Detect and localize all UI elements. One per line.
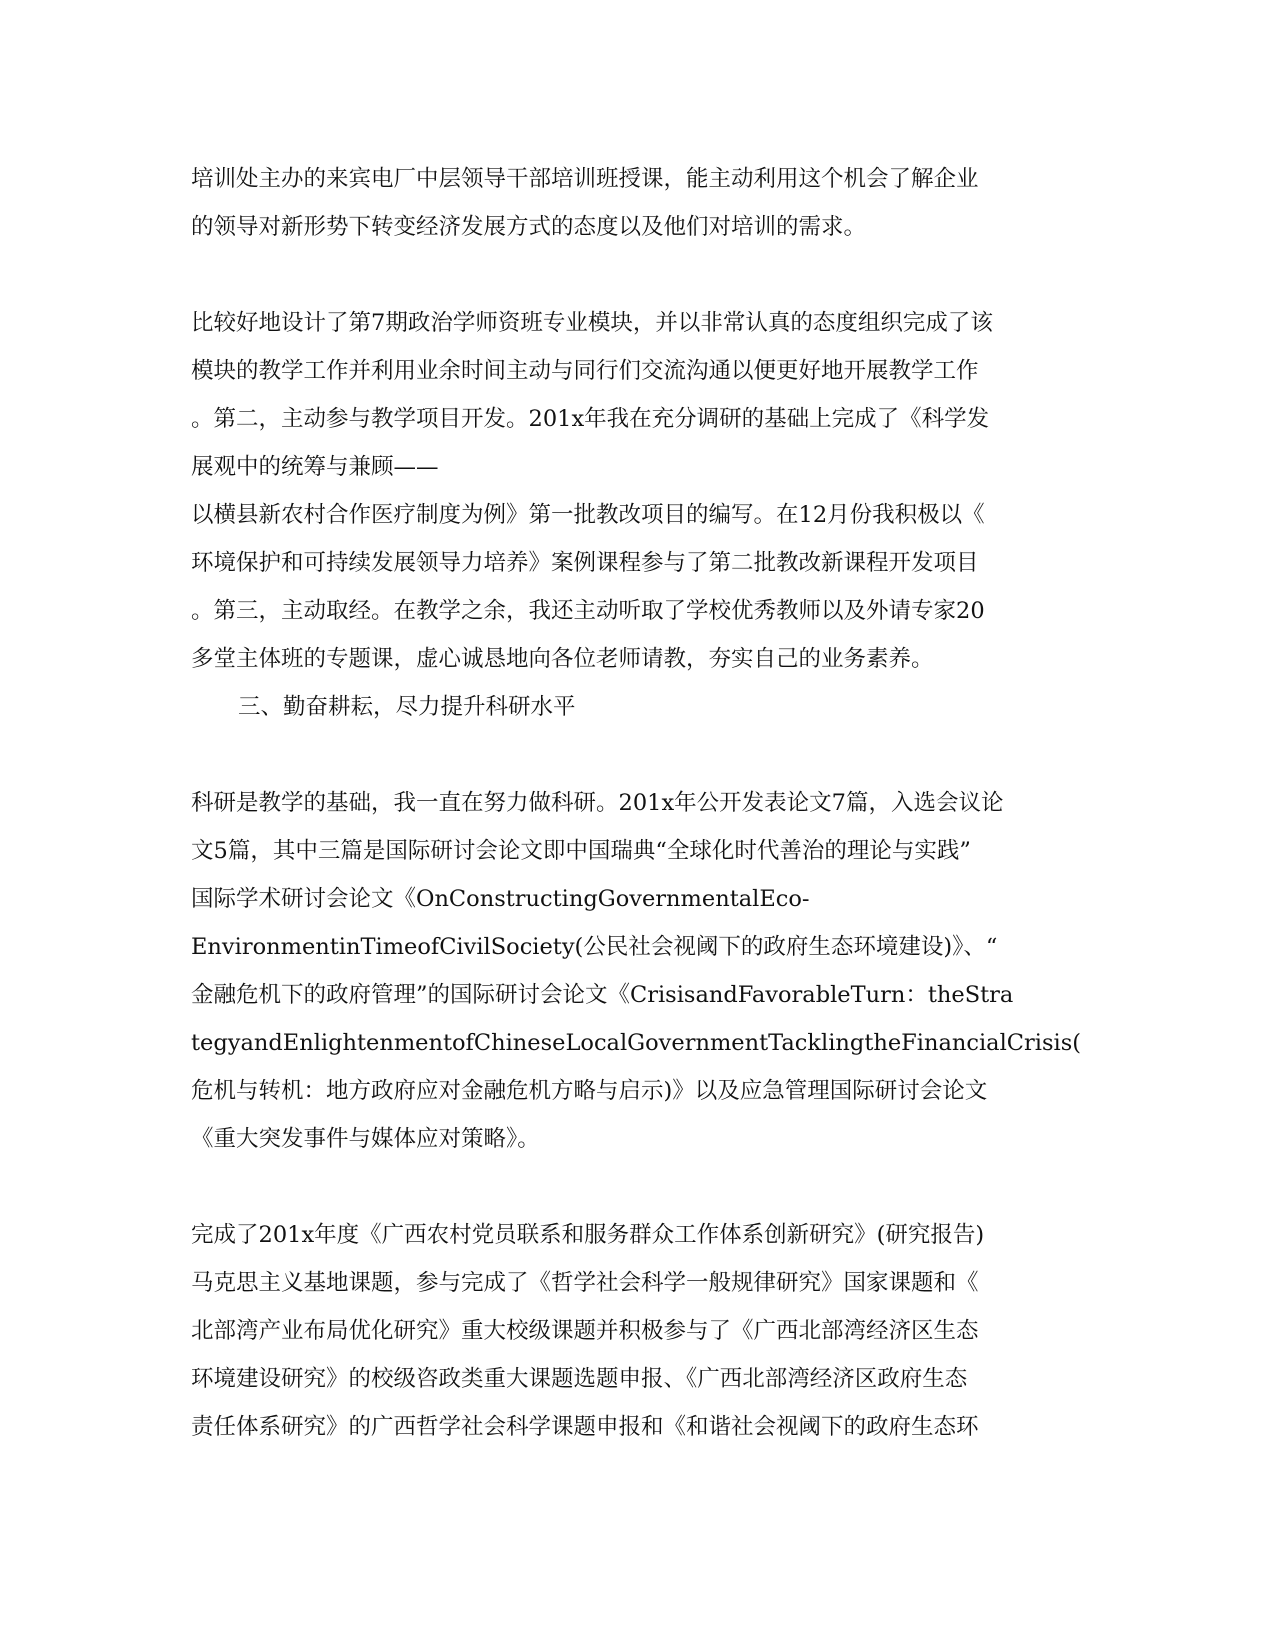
paragraph-gap [191,251,1071,299]
text-line: 培训处主办的来宾电厂中层领导干部培训班授课，能主动利用这个机会了解企业 [191,166,979,192]
text-line: 环境建设研究》的校级咨政类重大课题选题申报、《广西北部湾经济区政府生态 [191,1366,968,1392]
text-line: 金融危机下的政府管理”的国际研讨会论文《CrisisandFavorableTurn：theStra [191,982,1014,1008]
section-heading: 三、勤奋耕耘，尽力提升科研水平 [238,694,576,720]
text-line: 模块的教学工作并利用业余时间主动与同行们交流沟通以便更好地开展教学工作 [191,358,979,384]
text-line: 以横县新农村合作医疗制度为例》第一批教改项目的编写。在12月份我积极以《 [191,502,985,528]
text-line: 完成了201x年度《广西农村党员联系和服务群众工作体系创新研究》(研究报告) [191,1222,985,1248]
text-line: 《重大突发事件与媒体应对策略》。 [191,1126,540,1152]
paragraph-3 [191,779,1082,1163]
document-body [191,155,1082,1451]
text-line: 比较好地设计了第7期政治学师资班专业模块，并以非常认真的态度组织完成了该 [191,310,993,336]
text-line: 北部湾产业布局优化研究》重大校级课题并积极参与了《广西北部湾经济区生态 [191,1318,979,1344]
text-line: 。第二，主动参与教学项目开发。201x年我在充分调研的基础上完成了《科学发 [191,406,990,432]
text-line: 多堂主体班的专题课，虚心诚恳地向各位老师请教，夯实自己的业务素养。 [191,646,934,672]
paragraph-1 [191,155,1071,251]
text-line: 责任体系研究》的广西哲学社会科学课题申报和《和谐社会视阈下的政府生态环 [191,1414,979,1440]
text-line: EnvironmentinTimeofCivilSociety(公民社会视阈下的政府生态环境建设)》、“ [191,934,998,960]
text-line: 。第三，主动取经。在教学之余，我还主动听取了学校优秀教师以及外请专家20 [191,598,985,624]
text-line: 环境保护和可持续发展领导力培养》案例课程参与了第二批教改新课程开发项目 [191,550,979,576]
paragraph-gap [191,1163,1071,1211]
paragraph-4 [191,1211,1071,1451]
text-line: 文5篇，其中三篇是国际研讨会论文即中国瑞典“全球化时代善治的理论与实践” [191,838,971,864]
text-line: tegyandEnlightenmentofChineseLocalGovernmentTacklingtheFinancialCrisis( [191,1030,1082,1056]
text-line: 马克思主义基地课题，参与完成了《哲学社会科学一般规律研究》国家课题和《 [191,1270,979,1296]
text-line: 危机与转机：地方政府应对金融危机方略与启示)》以及应急管理国际研讨会论文 [191,1078,988,1104]
text-line: 的领导对新形势下转变经济发展方式的态度以及他们对培训的需求。 [191,214,867,240]
paragraph-2 [191,299,1071,683]
text-line: 国际学术研讨会论文《OnConstructingGovernmentalEco- [191,886,810,912]
text-line: 科研是教学的基础，我一直在努力做科研。201x年公开发表论文7篇，入选会议论 [191,790,1004,816]
text-line: 展观中的统筹与兼顾—— [191,454,439,480]
paragraph-gap [191,731,1071,779]
